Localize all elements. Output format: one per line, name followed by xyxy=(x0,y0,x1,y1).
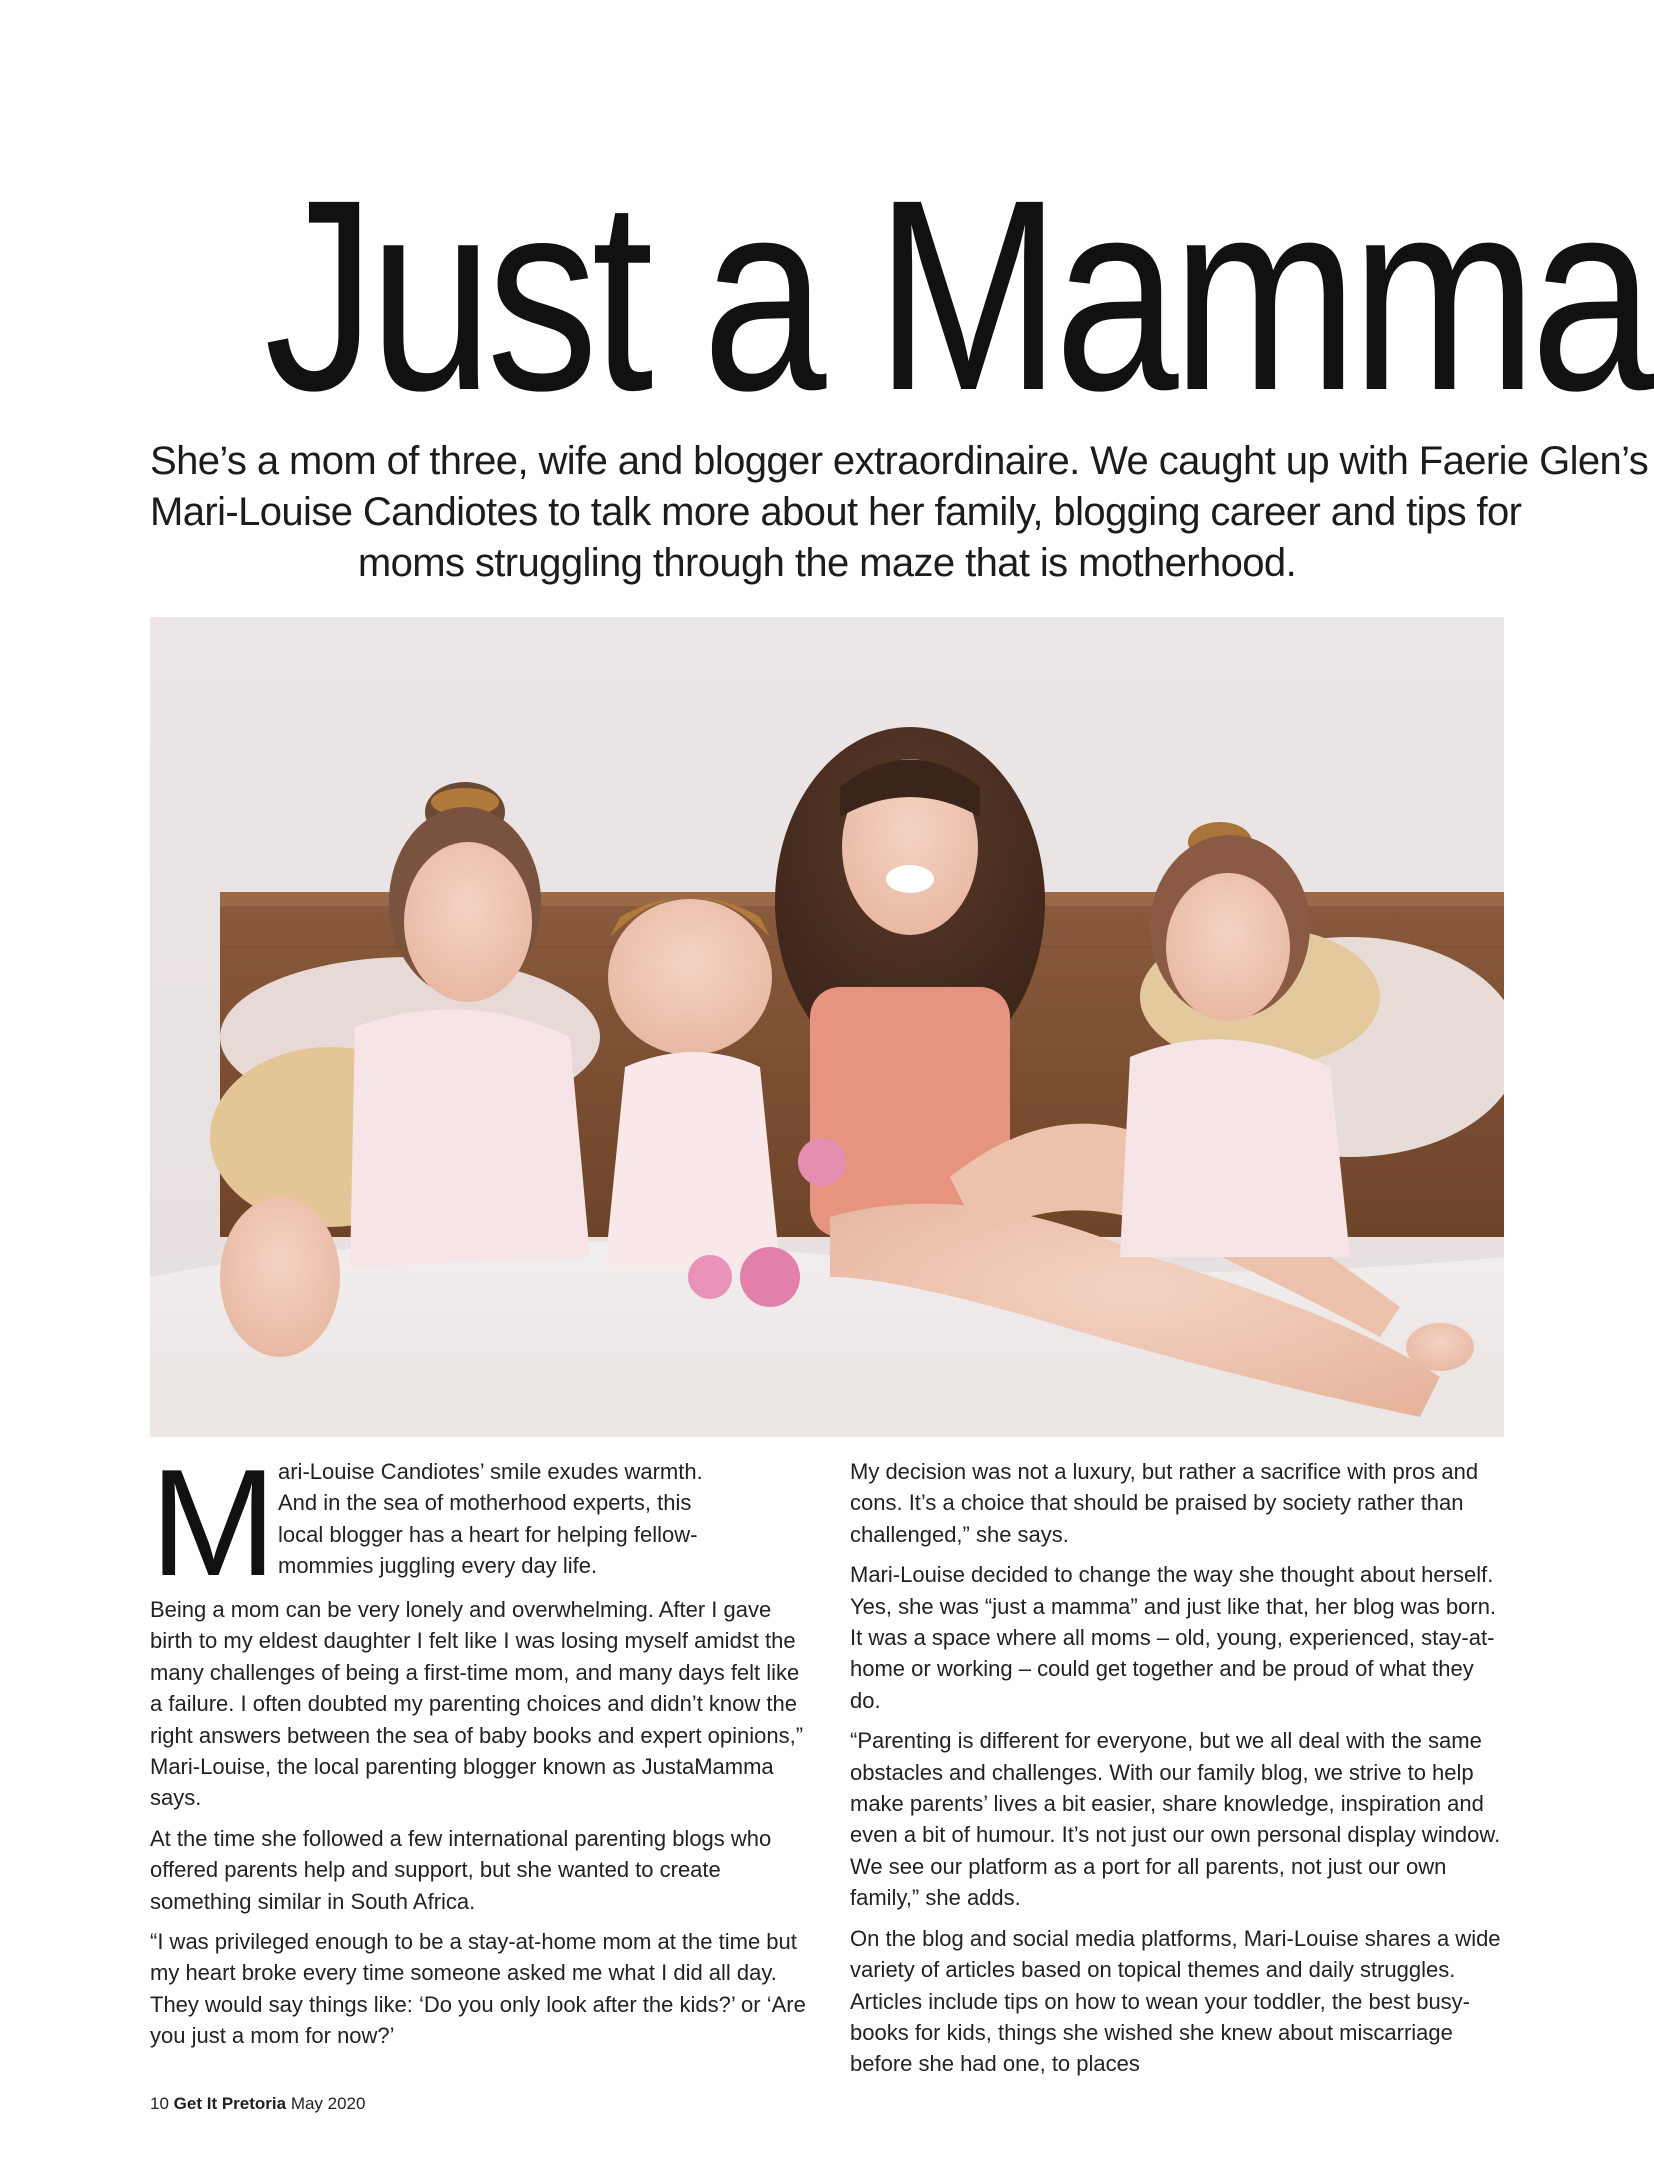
article-column-left xyxy=(150,1438,810,2061)
article-paragraph: At the time she followed a few international parenting blogs who offered parents help and support, but she wanted to create something similar in South Africa. xyxy=(150,1825,772,1914)
article-paragraph: “I was privileged enough to be a stay-at-home mom at the time but my heart broke every time someone asked me what I did all day. They would say things like: ‘Do you only look after the kids?’ or ‘Are you just a mom for now?’ xyxy=(150,1929,806,2049)
article-paragraph: My decision was not a luxury, but rather a sacrifice with pros and cons. It’s a choice that should be praised by society rather than challenged,” she says. xyxy=(850,1459,1479,1547)
article-column-right xyxy=(850,1456,1510,2089)
article-paragraph: Being a mom can be very lonely and overwhelming. After I gave birth to my eldest daughter I felt like I was losing myself amidst the many challenges of being a first-time mom, and many days felt like a failure. I often doubted my parenting choices and didn’t know the right answers between the sea of baby books and expert opinions,” Mari-Louise, the local parenting blogger known as JustaMamma says. xyxy=(150,1597,804,1811)
intro-line: And in the sea of motherhood experts, this xyxy=(278,1490,692,1516)
standfirst-line-1: She’s a mom of three, wife and blogger extraordinaire. We caught up with Faerie Glen’s xyxy=(150,439,1649,483)
intro-line: ari-Louise Candiotes’ smile exudes warmth. xyxy=(278,1459,703,1484)
article-paragraph: On the blog and social media platforms, Mari-Louise shares a wide variety of articles based on topical themes and daily struggles. Articles include tips on how to wean your toddler, the best busy-books for kids, things she wished she knew about miscarriage before she had one, to places xyxy=(850,1925,1501,2077)
family-photo xyxy=(150,617,1504,1437)
publication-name: Get It Pretoria xyxy=(173,2094,287,2113)
article-paragraph: Mari-Louise decided to change the way she thought about herself. Yes, she was “just a mamma” and just like that, her blog was born. It was a space where all moms – old, young, experienced, stay-at-home or working – could get together and be proud of what they do. xyxy=(850,1562,1497,1713)
standfirst-line-3: moms struggling through the maze that is motherhood. xyxy=(357,541,1297,585)
headline: Just a Mamma xyxy=(264,143,1648,447)
intro-paragraph xyxy=(150,1438,810,1608)
family-photo-illustration xyxy=(150,617,1504,1437)
page-number: 10 xyxy=(150,2094,169,2113)
issue-date: May 2020 xyxy=(290,2094,366,2113)
page-footer xyxy=(150,2094,365,2114)
intro-line: mommies juggling every day life. xyxy=(278,1553,598,1579)
standfirst xyxy=(150,436,1649,589)
drop-cap: M xyxy=(150,1438,277,1608)
intro-line: local blogger has a heart for helping fellow- xyxy=(278,1521,698,1547)
article-paragraph: “Parenting is different for everyone, but we all deal with the same obstacles and challenges. With our family blog, we strive to help make parents’ lives a bit easier, share knowledge, inspiration and even a bit of humour. It’s not just our own personal display window. We see our platform as a port for all parents, not just our own family,” she adds. xyxy=(850,1728,1501,1911)
standfirst-line-2: Mari-Louise Candiotes to talk more about her family, blogging career and tips for xyxy=(150,490,1522,534)
